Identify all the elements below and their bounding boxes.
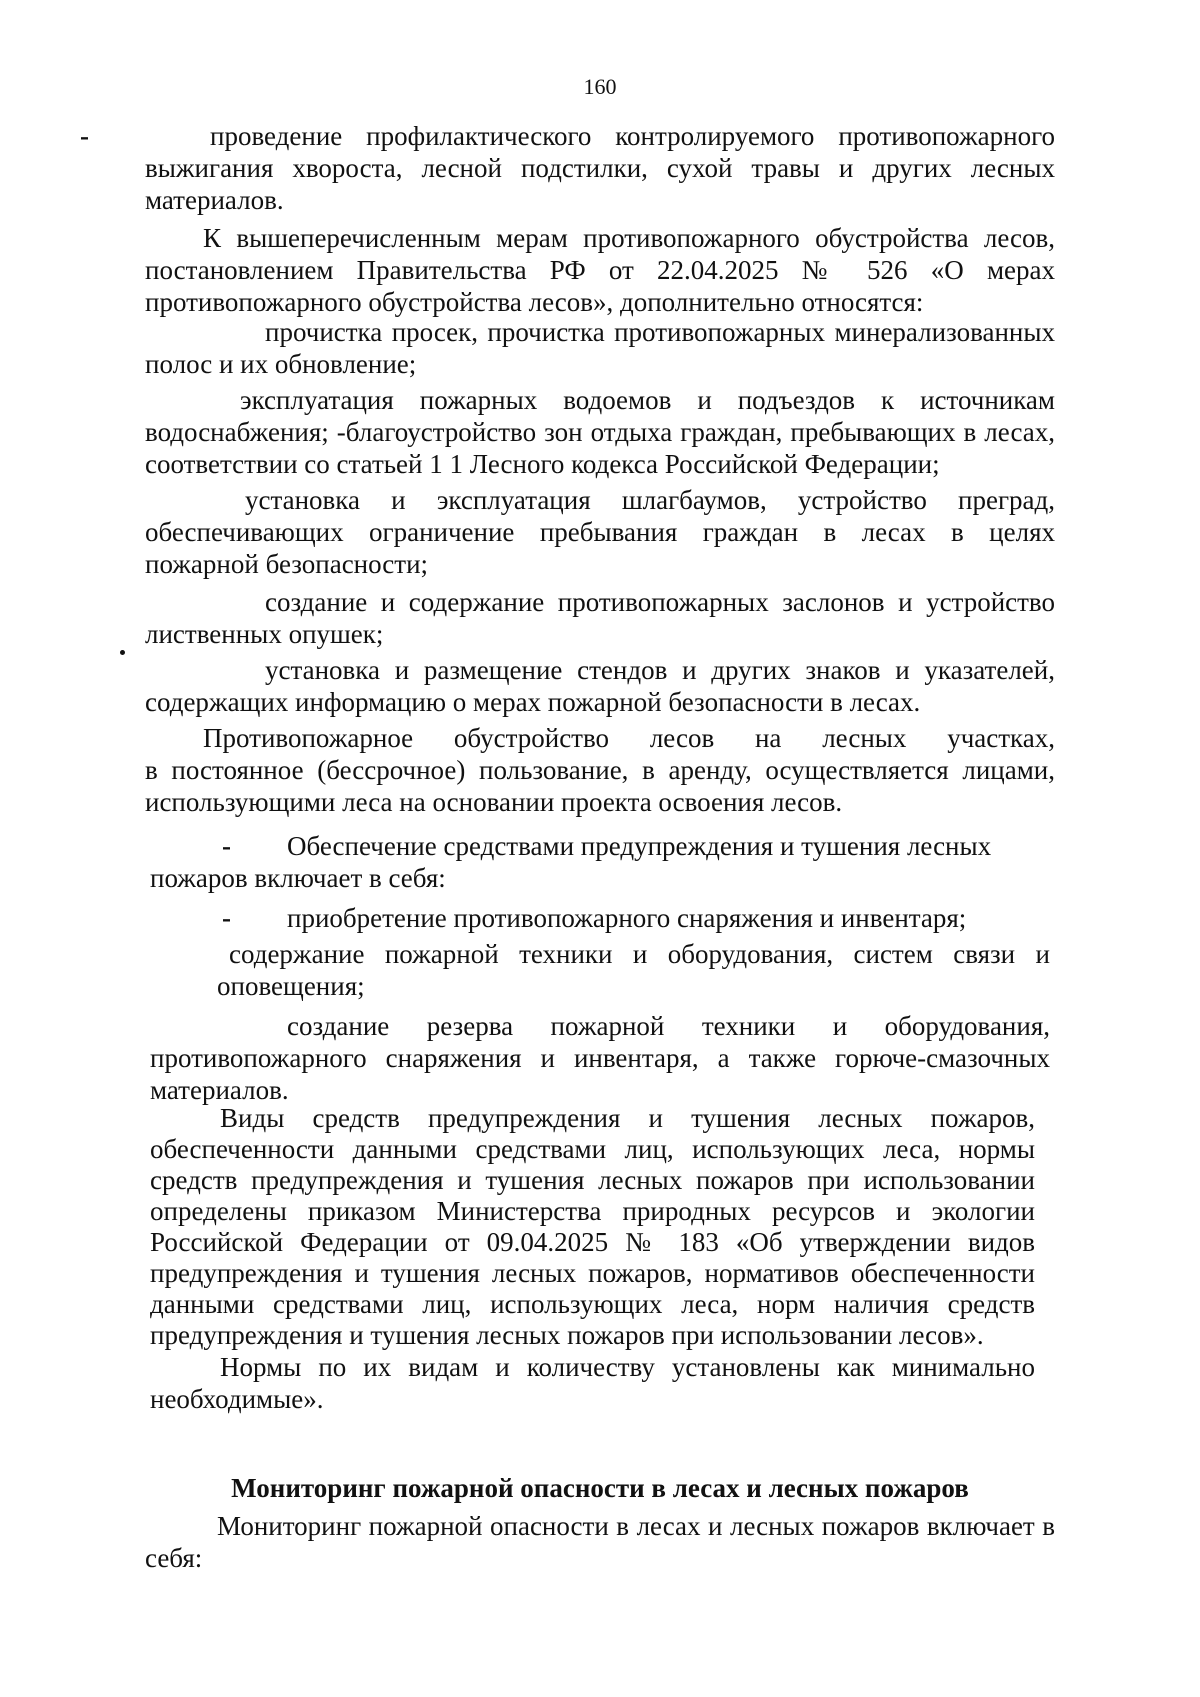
list2-item1-line1: прочистка просек, прочистка противопожарных минерализованных (265, 317, 1055, 347)
paragraph-3-line1: Виды средств предупреждения и тушения лесных пожаров, (220, 1103, 1035, 1133)
list3-item4-line3: материалов. (150, 1075, 289, 1105)
list3-item2 (150, 902, 1050, 934)
list2-item3-line3: пожарной безопасности; (145, 549, 429, 579)
paragraph-1 (145, 222, 1055, 318)
paragraph-3-line4: определены приказом Министерства природных ресурсов и экологии (150, 1196, 1035, 1226)
paragraph-1-line1: К вышеперечисленным мерам противопожарного обустройства лесов, (203, 223, 1055, 253)
list1-item1 (80, 120, 1055, 216)
list3-item1 (150, 830, 1050, 894)
paragraph-2-line3: использующими леса на основании проекта освоения лесов. (145, 787, 843, 817)
paragraph-3 (150, 1103, 1035, 1351)
paragraph-1-line3: противопожарного обустройства лесов», дополнительно относятся: (145, 287, 924, 317)
list1-item1-line3: материалов. (145, 185, 284, 215)
paragraph-2-line2: в постоянное (бессрочное) пользование, в аренду, осуществляется лицами, (145, 755, 1055, 785)
list3-item1-line1: - Обеспечение средствами предупреждения и тушения лесных (222, 831, 992, 861)
list3-item4 (150, 1010, 1050, 1106)
section-heading: Мониторинг пожарной опасности в лесах и лесных пожаров (231, 1473, 969, 1503)
list3-item1-line2: пожаров включает в себя: (150, 863, 446, 893)
list2-item2-line1: эксплуатация пожарных водоемов и подъездов к источникам (240, 385, 1055, 415)
list2-item2-line2: водоснабжения; -благоустройство зон отдыха граждан, пребывающих в лесах, (145, 417, 1055, 447)
list-bullet: - (222, 903, 231, 933)
list2-item5 (145, 654, 1055, 718)
list3-item4-line1: создание резерва пожарной техники и оборудования, (287, 1011, 1050, 1041)
paragraph-1-line2: постановлением Правительства РФ от 22.04.2025 № 526 «О мерах (145, 255, 1055, 285)
page-number: 160 (583, 74, 617, 99)
list2-item4-line2: лиственных опушек; (145, 619, 384, 649)
list3-item2-line1: - приобретение противопожарного снаряжения и инвентаря; (222, 903, 967, 933)
paragraph-2 (145, 722, 1055, 818)
paragraph-3-line7: данными средствами лиц, использующих леса, норм наличия средств (150, 1289, 1035, 1319)
list2-item5-line1: установка и размещение стендов и других знаков и указателей, (265, 655, 1055, 685)
section-paragraph-line1: Мониторинг пожарной опасности в лесах и лесных пожаров включает в (217, 1511, 1055, 1541)
list1-item1-line1: - проведение профилактического контролируемого противопожарного (80, 121, 1055, 151)
list2-item2 (145, 384, 1055, 480)
list2-item2-line3: соответствии со статьей 1 1 Лесного кодекса Российской Федерации; (145, 449, 940, 479)
paragraph-3-line8: предупреждения и тушения лесных пожаров при использовании лесов». (150, 1320, 984, 1350)
list2-item5-line2: содержащих информацию о мерах пожарной безопасности в лесах. (145, 687, 921, 717)
paragraph-3-line2: обеспеченности данными средствами лиц, использующих леса, нормы (150, 1134, 1035, 1164)
scan-artifact-dot (120, 650, 125, 655)
list1-item1-line2: выжигания хвороста, лесной подстилки, сухой травы и других лесных (145, 153, 1055, 183)
paragraph-3-line6: предупреждения и тушения лесных пожаров, нормативов обеспеченности (150, 1258, 1035, 1288)
section-paragraph-line2: себя: (145, 1543, 203, 1573)
section-paragraph (145, 1510, 1055, 1574)
list-bullet: - (222, 831, 231, 861)
list2-item4 (145, 586, 1055, 650)
paragraph-4-line1: Нормы по их видам и количеству установлены как минимально (220, 1352, 1035, 1382)
list3-item4-line2: противопожарного снаряжения и инвентаря, а также горюче-смазочных (150, 1043, 1050, 1073)
list3-item3-line1: содержание пожарной техники и оборудования, систем связи и (229, 939, 1050, 969)
list3-item3 (217, 938, 1050, 1002)
list2-item3-line2: обеспечивающих ограничение пребывания граждан в лесах в целях (145, 517, 1055, 547)
list2-item1-line2: полос и их обновление; (145, 349, 417, 379)
paragraph-3-line5: Российской Федерации от 09.04.2025 № 183 «Об утверждении видов (150, 1227, 1035, 1257)
paragraph-3-line3: средств предупреждения и тушения лесных пожаров при использовании (150, 1165, 1035, 1195)
list2-item4-line1: создание и содержание противопожарных заслонов и устройство (265, 587, 1055, 617)
paragraph-4 (150, 1351, 1035, 1415)
list3-item3-line2: оповещения; (217, 971, 365, 1001)
paragraph-2-line1: Противопожарное обустройство лесов на лесных участках, (203, 723, 1055, 753)
paragraph-4-line2: необходимые». (150, 1384, 324, 1414)
list2-item3 (145, 484, 1055, 580)
list2-item3-line1: установка и эксплуатация шлагбаумов, устройство преград, (245, 485, 1055, 515)
list2-item1 (145, 316, 1055, 380)
